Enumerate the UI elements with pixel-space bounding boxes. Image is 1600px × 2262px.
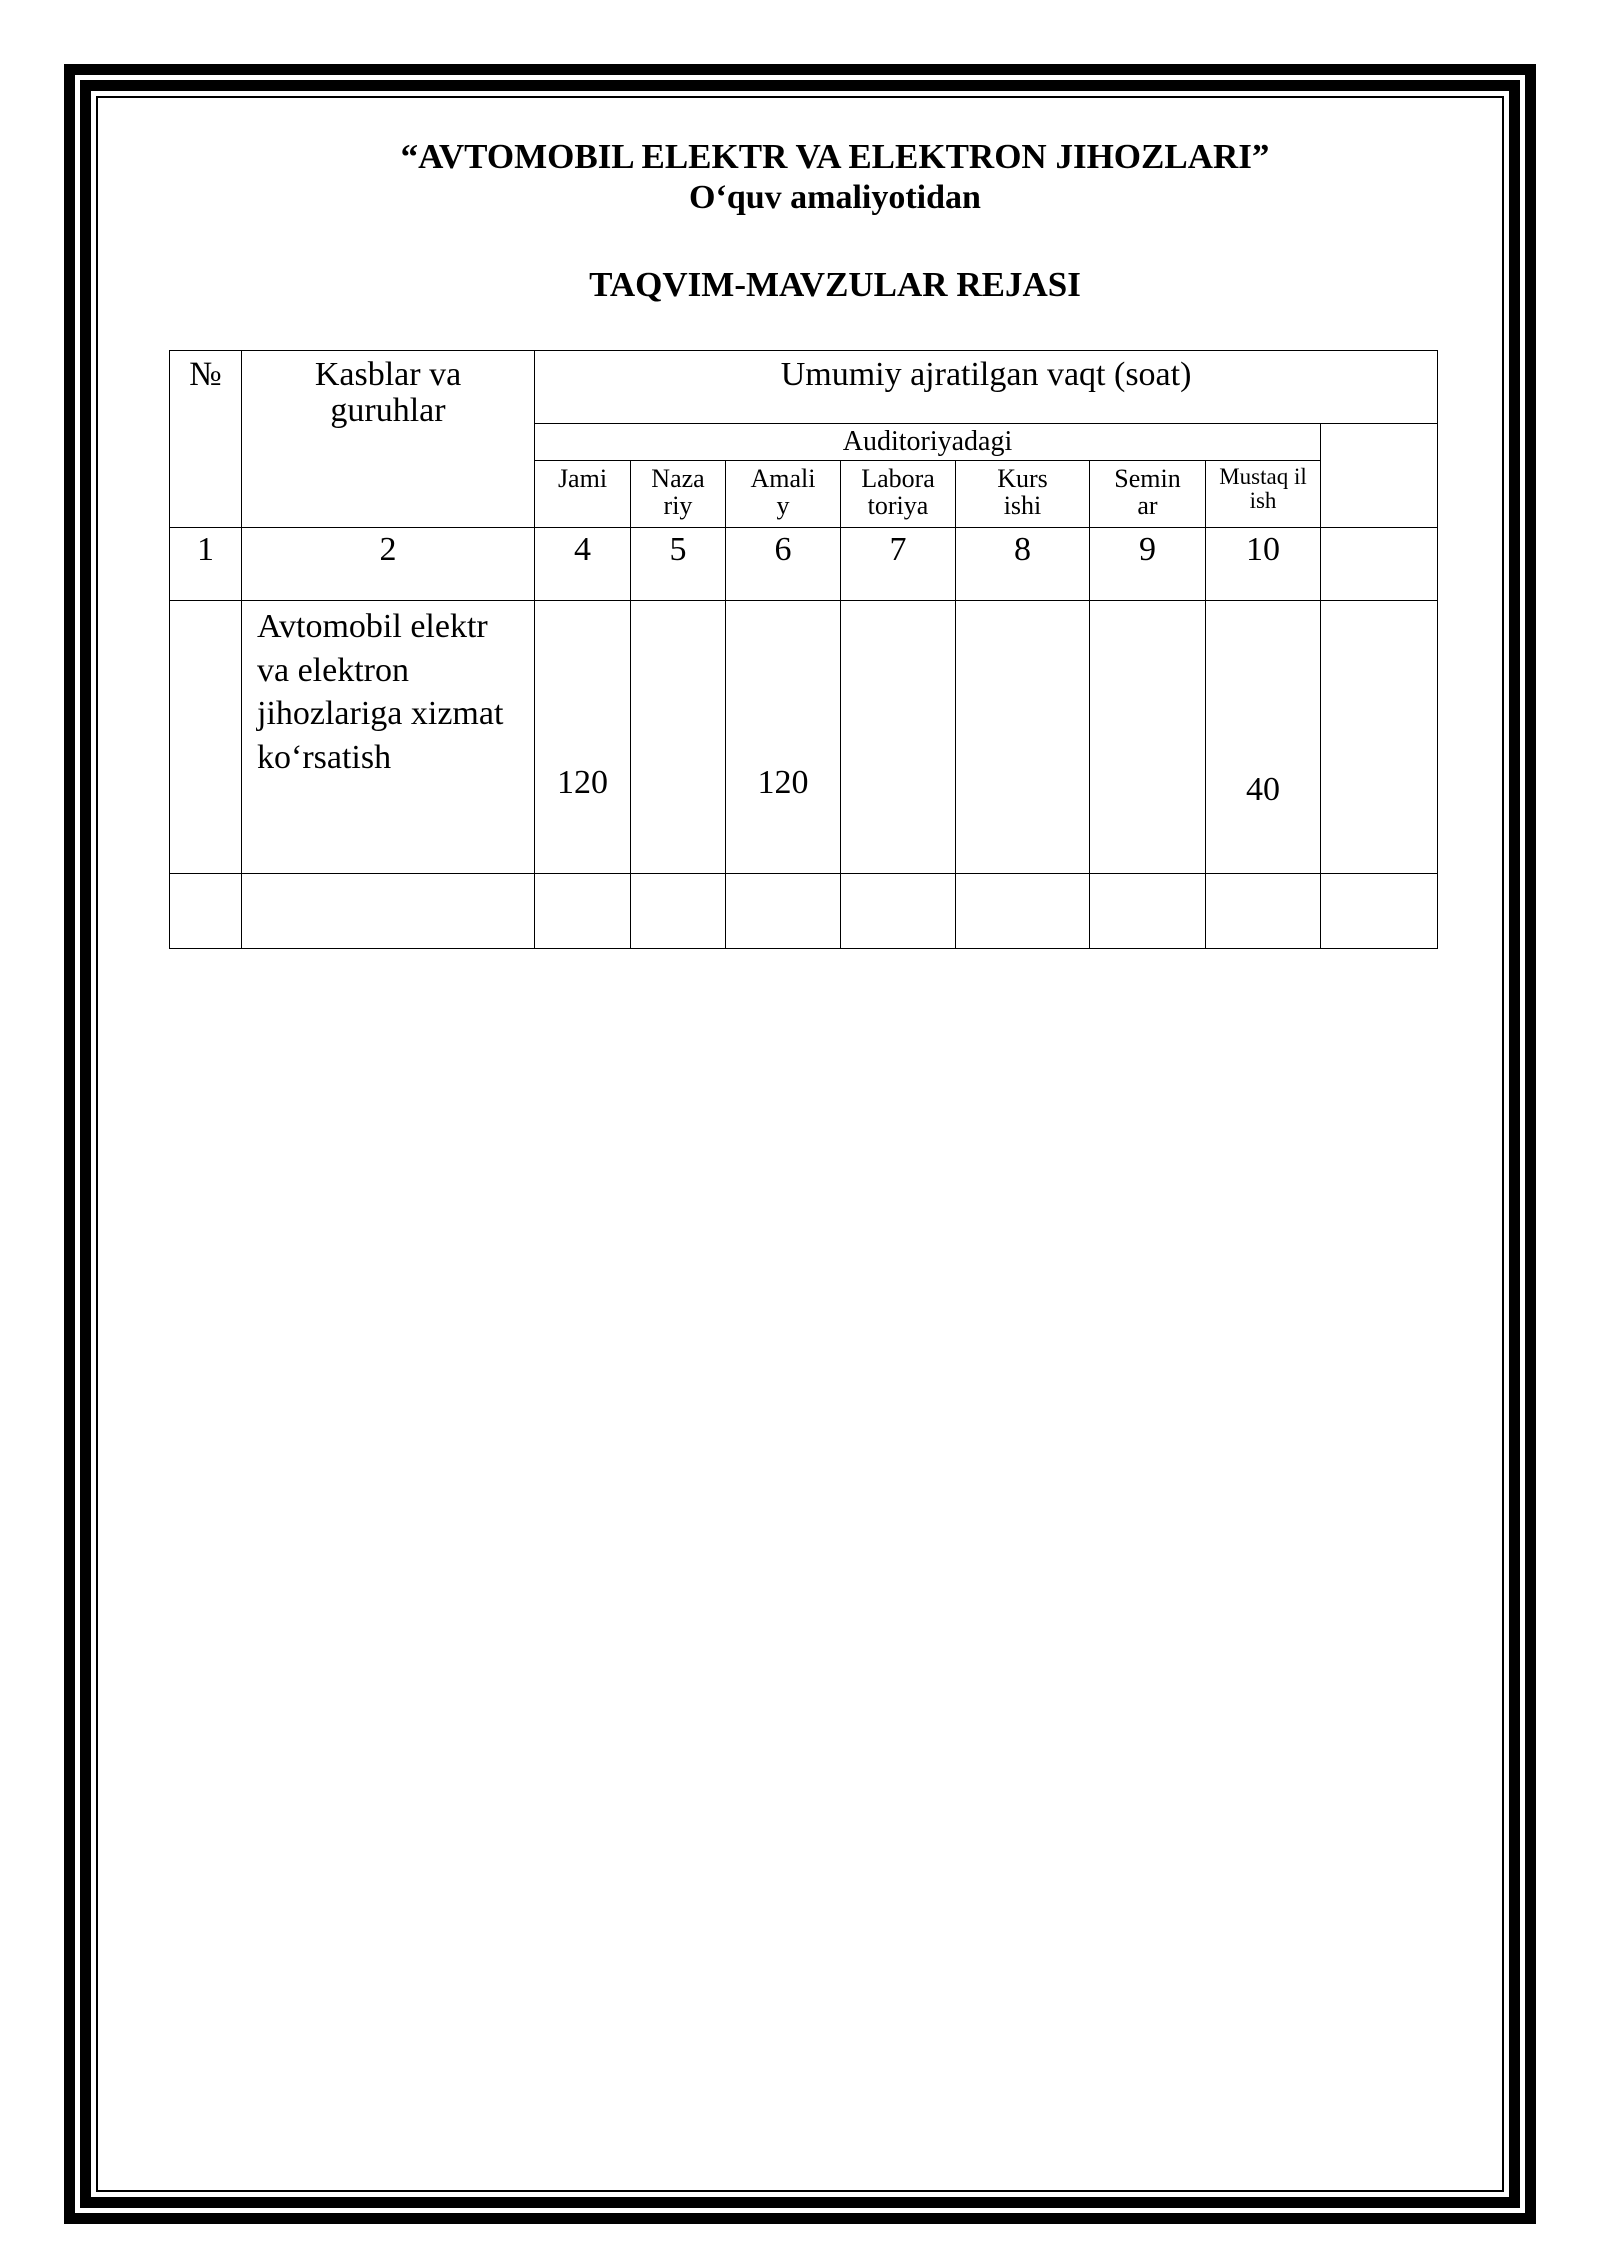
column-number: 5 bbox=[631, 528, 726, 601]
column-number: 4 bbox=[535, 528, 631, 601]
plan-table bbox=[169, 350, 1438, 949]
header-laboratoriya: Labora toriya bbox=[841, 461, 956, 528]
plan-title: TAQVIM-MAVZULAR REJASI bbox=[589, 265, 1081, 304]
column-number bbox=[1321, 528, 1438, 601]
table-row bbox=[170, 601, 1438, 874]
row-laboratoriya-cell bbox=[841, 874, 956, 949]
header-number: № bbox=[170, 351, 242, 528]
row-seminar-cell bbox=[1090, 601, 1206, 874]
column-number: 7 bbox=[841, 528, 956, 601]
row-jami-cell bbox=[535, 874, 631, 949]
row-number-cell bbox=[170, 874, 242, 949]
header-kurs-ishi: Kurs ishi bbox=[956, 461, 1090, 528]
row-kurs-ishi-cell bbox=[956, 601, 1090, 874]
header-total-time: Umumiy ajratilgan vaqt (soat) bbox=[535, 351, 1438, 424]
column-number: 6 bbox=[726, 528, 841, 601]
header-auditorium: Auditoriyadagi bbox=[535, 424, 1321, 461]
row-seminar-cell bbox=[1090, 874, 1206, 949]
row-subject-cell bbox=[242, 874, 535, 949]
row-extra-cell bbox=[1321, 601, 1438, 874]
column-number-row bbox=[170, 528, 1438, 601]
row-nazariy-cell bbox=[631, 601, 726, 874]
table-header-row-1 bbox=[170, 351, 1438, 424]
header-nazariy: Naza riy bbox=[631, 461, 726, 528]
row-laboratoriya-cell bbox=[841, 601, 956, 874]
column-number: 8 bbox=[956, 528, 1090, 601]
column-number: 9 bbox=[1090, 528, 1206, 601]
document-subtitle: O‘quv amaliyotidan bbox=[689, 179, 981, 216]
row-amaliy-cell: 120 bbox=[726, 601, 841, 874]
row-kurs-ishi-cell bbox=[956, 874, 1090, 949]
row-nazariy-cell bbox=[631, 874, 726, 949]
header-jami: Jami bbox=[535, 461, 631, 528]
row-subject-cell: Avtomobil elektr va elektron jihozlariga xizmat ko‘rsatish bbox=[242, 601, 535, 874]
header-amaliy: Amali y bbox=[726, 461, 841, 528]
header-mustaqil: Mustaq il ish bbox=[1206, 461, 1321, 528]
row-number-cell bbox=[170, 601, 242, 874]
column-number: 2 bbox=[242, 528, 535, 601]
row-amaliy-cell bbox=[726, 874, 841, 949]
row-extra-cell bbox=[1321, 874, 1438, 949]
header-professions: Kasblar va guruhlar bbox=[242, 351, 535, 528]
row-mustaqil-cell bbox=[1206, 874, 1321, 949]
document-title: “AVTOMOBIL ELEKTR VA ELEKTRON JIHOZLARI” bbox=[400, 137, 1270, 176]
table-row bbox=[170, 874, 1438, 949]
header-extra-empty bbox=[1321, 424, 1438, 528]
column-number: 10 bbox=[1206, 528, 1321, 601]
row-mustaqil-cell: 40 bbox=[1206, 601, 1321, 874]
header-seminar: Semin ar bbox=[1090, 461, 1206, 528]
column-number: 1 bbox=[170, 528, 242, 601]
row-jami-cell: 120 bbox=[535, 601, 631, 874]
